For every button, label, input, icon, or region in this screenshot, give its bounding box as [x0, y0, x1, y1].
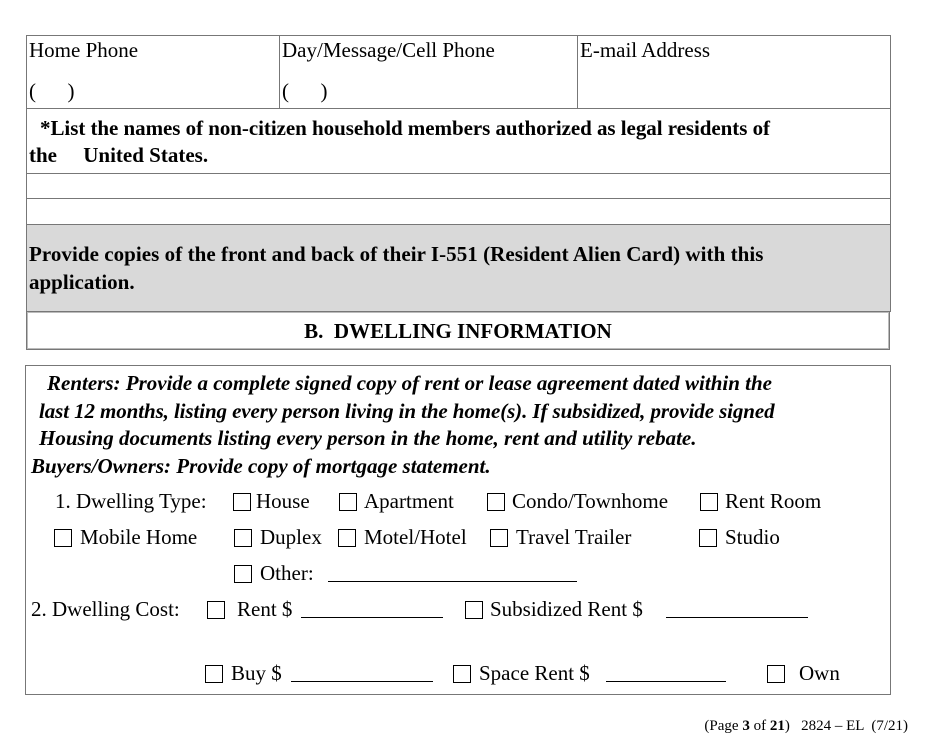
noncitizen-instruction-line1: *List the names of non-citizen household members authorized as legal residents of — [40, 116, 770, 140]
table-border — [26, 198, 891, 199]
table-border — [26, 108, 891, 109]
rent-room-checkbox[interactable] — [700, 493, 718, 511]
table-border — [26, 173, 891, 174]
cell-phone-field[interactable]: ( ) — [282, 79, 328, 103]
page-prefix: (Page — [704, 718, 743, 734]
buy-checkbox[interactable] — [205, 665, 223, 683]
subsidized-rent-label: Subsidized Rent $ — [490, 597, 643, 621]
dwelling-type-label: 1. Dwelling Type: — [55, 489, 207, 513]
page-suffix: ) — [784, 718, 790, 734]
owners-instruction: Buyers/Owners: Provide copy of mortgage statement. — [31, 454, 491, 478]
i551-notice-line2: application. — [29, 270, 135, 294]
renters-instruction-line1: Renters: Provide a complete signed copy of rent or lease agreement dated within the — [47, 371, 773, 395]
buy-amount-input[interactable] — [291, 663, 433, 682]
rent-checkbox[interactable] — [207, 601, 225, 619]
renters-instruction-line3: Housing documents listing every person in the home, rent and utility rebate. — [39, 426, 697, 450]
other-checkbox[interactable] — [234, 565, 252, 583]
section-b-title: B. DWELLING INFORMATION — [304, 319, 612, 343]
house-label: House — [256, 489, 310, 513]
email-field[interactable] — [579, 70, 888, 106]
email-label: E-mail Address — [580, 38, 711, 62]
cell-phone-label: Day/Message/Cell Phone — [282, 38, 495, 62]
own-checkbox[interactable] — [767, 665, 785, 683]
apartment-label: Apartment — [364, 489, 454, 513]
space-rent-label: Space Rent $ — [479, 661, 590, 685]
renters-instruction-line2: last 12 months, listing every person living in the home(s). If subsidized, provide signed — [39, 399, 775, 423]
condo-townhome-checkbox[interactable] — [487, 493, 505, 511]
house-checkbox[interactable] — [233, 493, 251, 511]
home-phone-label: Home Phone — [29, 38, 139, 62]
subsidized-rent-amount-input[interactable] — [666, 599, 808, 618]
noncitizen-instruction-line2: the United States. — [29, 143, 209, 167]
own-label: Own — [799, 661, 840, 685]
rent-amount-input[interactable] — [301, 599, 443, 618]
subsidized-rent-checkbox[interactable] — [465, 601, 483, 619]
apartment-checkbox[interactable] — [339, 493, 357, 511]
page-of: of — [749, 718, 770, 734]
table-border — [577, 35, 578, 108]
dwelling-cost-label: 2. Dwelling Cost: — [31, 597, 180, 621]
notice-background — [26, 225, 890, 311]
mobile-home-checkbox[interactable] — [54, 529, 72, 547]
table-border — [26, 35, 891, 36]
page-footer — [697, 704, 908, 734]
table-border — [26, 224, 891, 225]
home-phone-field[interactable]: ( ) — [29, 79, 75, 103]
table-border — [279, 35, 280, 108]
other-input[interactable] — [328, 563, 577, 582]
page-number: 3 — [742, 718, 750, 734]
motel-hotel-label: Motel/Hotel — [364, 525, 467, 549]
noncitizen-name-row[interactable] — [28, 175, 889, 197]
duplex-label: Duplex — [260, 525, 322, 549]
travel-trailer-label: Travel Trailer — [516, 525, 632, 549]
space-rent-amount-input[interactable] — [606, 663, 726, 682]
rent-label: Rent $ — [237, 597, 293, 621]
page-total: 21 — [769, 718, 785, 734]
noncitizen-name-row[interactable] — [28, 200, 889, 222]
duplex-checkbox[interactable] — [234, 529, 252, 547]
rent-room-label: Rent Room — [725, 489, 822, 513]
other-label: Other: — [260, 561, 314, 585]
space-rent-checkbox[interactable] — [453, 665, 471, 683]
motel-hotel-checkbox[interactable] — [338, 529, 356, 547]
studio-label: Studio — [725, 525, 780, 549]
travel-trailer-checkbox[interactable] — [490, 529, 508, 547]
form-id: 2824 – EL (7/21) — [801, 718, 908, 734]
i551-notice-line1: Provide copies of the front and back of their I-551 (Resident Alien Card) with this — [29, 242, 764, 266]
mobile-home-label: Mobile Home — [80, 525, 198, 549]
condo-townhome-label: Condo/Townhome — [512, 489, 669, 513]
buy-label: Buy $ — [231, 661, 282, 685]
studio-checkbox[interactable] — [699, 529, 717, 547]
